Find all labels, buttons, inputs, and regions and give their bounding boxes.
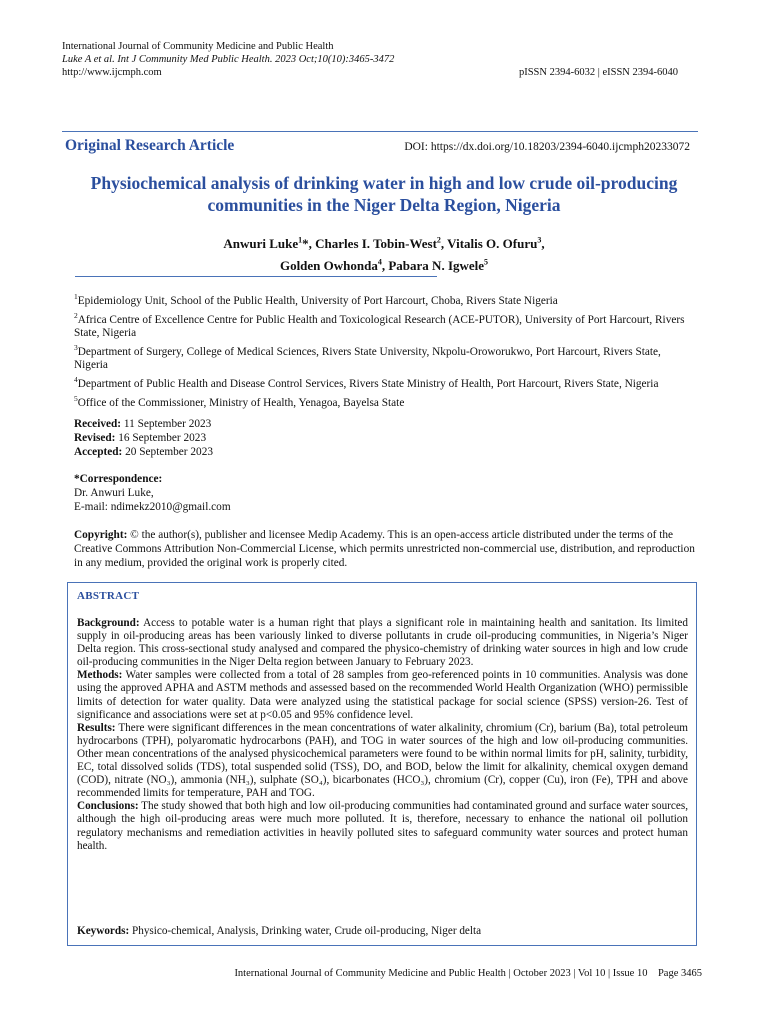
correspondence-name: Dr. Anwuri Luke,	[74, 487, 154, 499]
accepted-date: Accepted: 20 September 2023	[74, 446, 213, 458]
received-date: Received: 11 September 2023	[74, 418, 212, 430]
doi-link[interactable]: DOI: https://dx.doi.org/10.18203/2394-6040.ijcmph20233072	[404, 141, 690, 153]
author-2: Charles I. Tobin-West$^2$,	[315, 236, 448, 252]
page-footer: International Journal of Community Medicine and Public Health | October 2023 | Vol 10 | Issue 10 Page 3465	[234, 968, 702, 979]
correspondence	[74, 472, 231, 514]
affiliation-2: $^2$Africa Centre of Excellence Centre for Public Health and Toxicological Research (ACE-PUTOR), University of Port Harcourt, Rivers State, Nigeria	[74, 310, 685, 340]
affiliation-4: $^4$Department of Public Health and Disease Control Services, Rivers State Ministry of Health, Port Harcourt, Rivers State, Nigeria	[74, 375, 659, 391]
correspondence-email[interactable]: E-mail: ndimekz2010@gmail.com	[74, 501, 231, 513]
author-5: Pabara N. Igwele$^5$	[388, 257, 489, 273]
article-dates	[74, 417, 213, 459]
author-4: Golden Owhonda$^4$,	[279, 257, 389, 273]
abstract-conclusions: Conclusions: The study showed that both high and low oil-producing communities had contaminated ground and surface water sources, although the high oil-producing areas were much more polluted. It is, therefore, necessary to enhance the national oil pollution regulatory mechanisms and remediation activities in heavily polluted sites to safeguard community water sources and protect human health.	[77, 800, 688, 852]
affiliation-5: $^5$Office of the Commissioner, Ministry of Health, Yenagoa, Bayelsa State	[74, 393, 405, 409]
abstract-heading: ABSTRACT	[77, 590, 140, 602]
authors-divider	[75, 276, 437, 277]
affiliation-3: $^3$Department of Surgery, College of Medical Sciences, Rivers State University, Nkpolu-Oroworukwo, Port Harcourt, Rivers State, Nigeria	[74, 342, 661, 372]
affiliation-1: $^1$Epidemiology Unit, School of the Public Health, University of Port Harcourt, Choba, Rivers State Nigeria	[74, 292, 558, 307]
author-3: Vitalis O. Ofuru$^3$,	[447, 236, 545, 252]
journal-url[interactable]: http://www.ijcmph.com	[62, 67, 162, 78]
citation: Luke A et al. Int J Community Med Public Health. 2023 Oct;10(10):3465-3472	[62, 54, 395, 65]
abstract-results: Results: There were significant differences in the mean concentrations of water alkalinity, chromium (Cr), barium (Ba), total petroleum hydrocarbons (TPH), polyaromatic hydrocarbons (PAH), and TOG in water sources of the high and low oil-producing communities. Other mean concentrations of the analysed physicochemical parameters were found to be within normal limits for pH, salinity, turbidity, EC, total dissolved solids (TDS), total suspended solid (TSS), DO, and BOD, below the limit for alkalinity, chemical oxygen demand (COD), nitrate (NO₃), ammonia (NH₃), sulphate (SO₄), bicarbonates (HCO₃), chromium (Cr), copper (Cu), iron (Fe), TPH and above recommended limits for temperature, PAH and TOG.	[77, 721, 688, 800]
abstract-body	[77, 617, 688, 853]
affiliations	[74, 290, 696, 410]
article-type: Original Research Article	[65, 137, 235, 154]
author-list	[70, 232, 698, 275]
abstract-methods: Methods: Water samples were collected from a total of 28 samples from geo-referenced points in 10 communities. Analysis was done using the approved APHA and ASTM methods and assessed based on the recommended World Health Organization (WHO) permissible limits of detection for water quality. Data were analyzed using the statistical package for social science (SPSS) version-26. Test of significance and associations were set at p<0.05 and 95% confidence level.	[77, 669, 688, 721]
correspondence-label: *Correspondence:	[74, 473, 163, 485]
header-divider	[62, 131, 698, 132]
abstract-background: Background: Access to potable water is a human right that plays a significant role in maintaining health and sanitation. Its limited supply in oil-producing areas has been variously linked to diverse pollutants in crude oil-producing communities, in Nigeria’s Niger Delta region. This cross-sectional study analysed and compared the physico-chemistry of drinking water sources in high and low crude oil-producing communities in the Niger Delta region between January to February 2023.	[77, 617, 688, 669]
copyright-notice: Copyright: © the author(s), publisher and licensee Medip Academy. This is an open-access article distributed under the terms of the Creative Commons Attribution Non-Commercial License, which permits unrestricted non-commercial use, distribution, and reproduction in any medium, provided the original work is properly cited.	[74, 529, 695, 569]
issn: pISSN 2394-6032 | eISSN 2394-6040	[518, 67, 678, 78]
keywords: Keywords: Physico-chemical, Analysis, Drinking water, Crude oil-producing, Niger delta	[77, 925, 482, 937]
author-1: Anwuri Luke$^1$*,	[223, 236, 316, 252]
journal-name: International Journal of Community Medicine and Public Health	[62, 41, 334, 52]
article-title: Physiochemical analysis of drinking water in high and low crude oil-producing communities in the Niger Delta Region, Nigeria	[90, 173, 678, 215]
revised-date: Revised: 16 September 2023	[74, 432, 207, 444]
